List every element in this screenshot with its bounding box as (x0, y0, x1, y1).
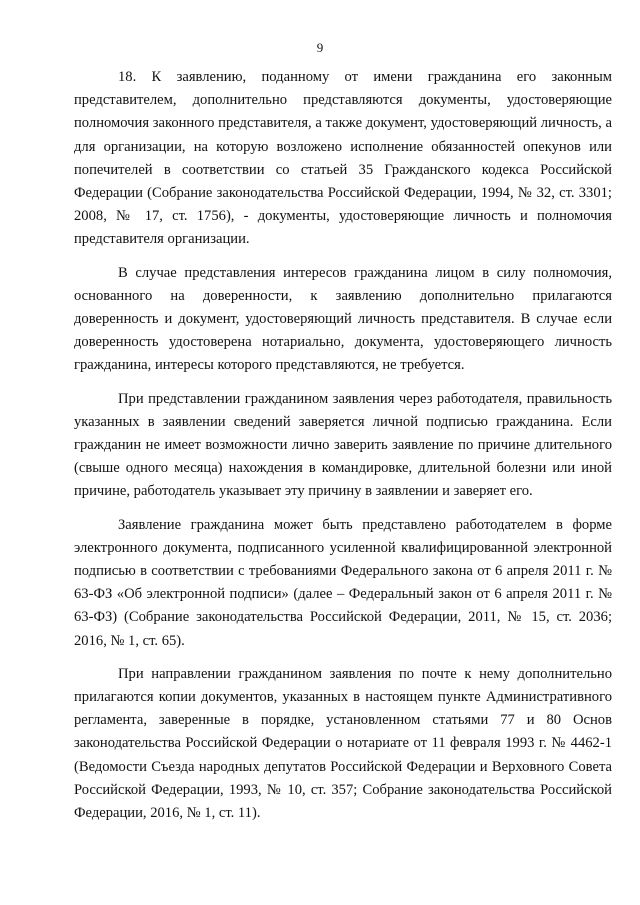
paragraph-electronic-document: Заявление гражданина может быть представлено работодателем в форме электронного документа, подписанного усиленной квалифицированной электронной подписью в соответствии с требованиями Федерального закона от 6 апреля 2011 г. № 63-ФЗ «Об электронной подписи» (далее – Федеральный закон от 6 апреля 2011 г. № 63-ФЗ) (Собрание законодательства Российской Федерации, 2011, № 15, ст. 2036; 2016, № 1, ст. 65). (74, 516, 612, 649)
body-text (74, 66, 612, 835)
paragraph-postal-submission: При направлении гражданином заявления по почте к нему дополнительно прилагаются копии документов, указанных в настоящем пункте Административного регламента, заверенные в порядке, установленном статьями 77 и 80 Основ законодательства Российской Федерации о нотариате от 11 февраля 1993 г. № 4462-1 (Ведомости Съезда народных депутатов Российской Федерации и Верховного Совета Российской Федерации, 1993, № 10, ст. 357; Собрание законодательства Российской Федерации, 2016, № 1, ст. 11). (74, 665, 612, 822)
paragraph-power-of-attorney: В случае представления интересов гражданина лицом в силу полномочия, основанного на доверенности, к заявлению дополнительно прилагаются доверенность и документ, удостоверяющий личность представителя. В случае если доверенность удостоверена нотариально, документа, удостоверяющего личность гражданина, интересы которого представляются, не требуется. (74, 264, 612, 374)
paragraph-employer-submission: При представлении гражданином заявления через работодателя, правильность указанных в заявлении сведений заверяется личной подписью гражданина. Если гражданин не имеет возможности лично заверить заявление по причине длительного (свыше одного месяца) нахождения в командировке, длительной болезни или иной причине, работодатель указывает эту причину в заявлении и заверяет его. (74, 390, 612, 500)
paragraph-18-representative-documents: 18. К заявлению, поданному от имени гражданина его законным представителем, дополнительно представляются документы, удостоверяющие полномочия законного представителя, а также документ, удостоверяющий личность, а для организации, на которую возложено исполнение обязанностей опекунов или попечителей в соответствии со статьей 35 Гражданского кодекса Российской Федерации (Собрание законодательства Российской Федерации, 1994, № 32, ст. 3301; 2008, № 17, ст. 1756), - документы, удостоверяющие личность и полномочия представителя организации. (74, 69, 612, 248)
page-number: 9 (316, 40, 324, 55)
